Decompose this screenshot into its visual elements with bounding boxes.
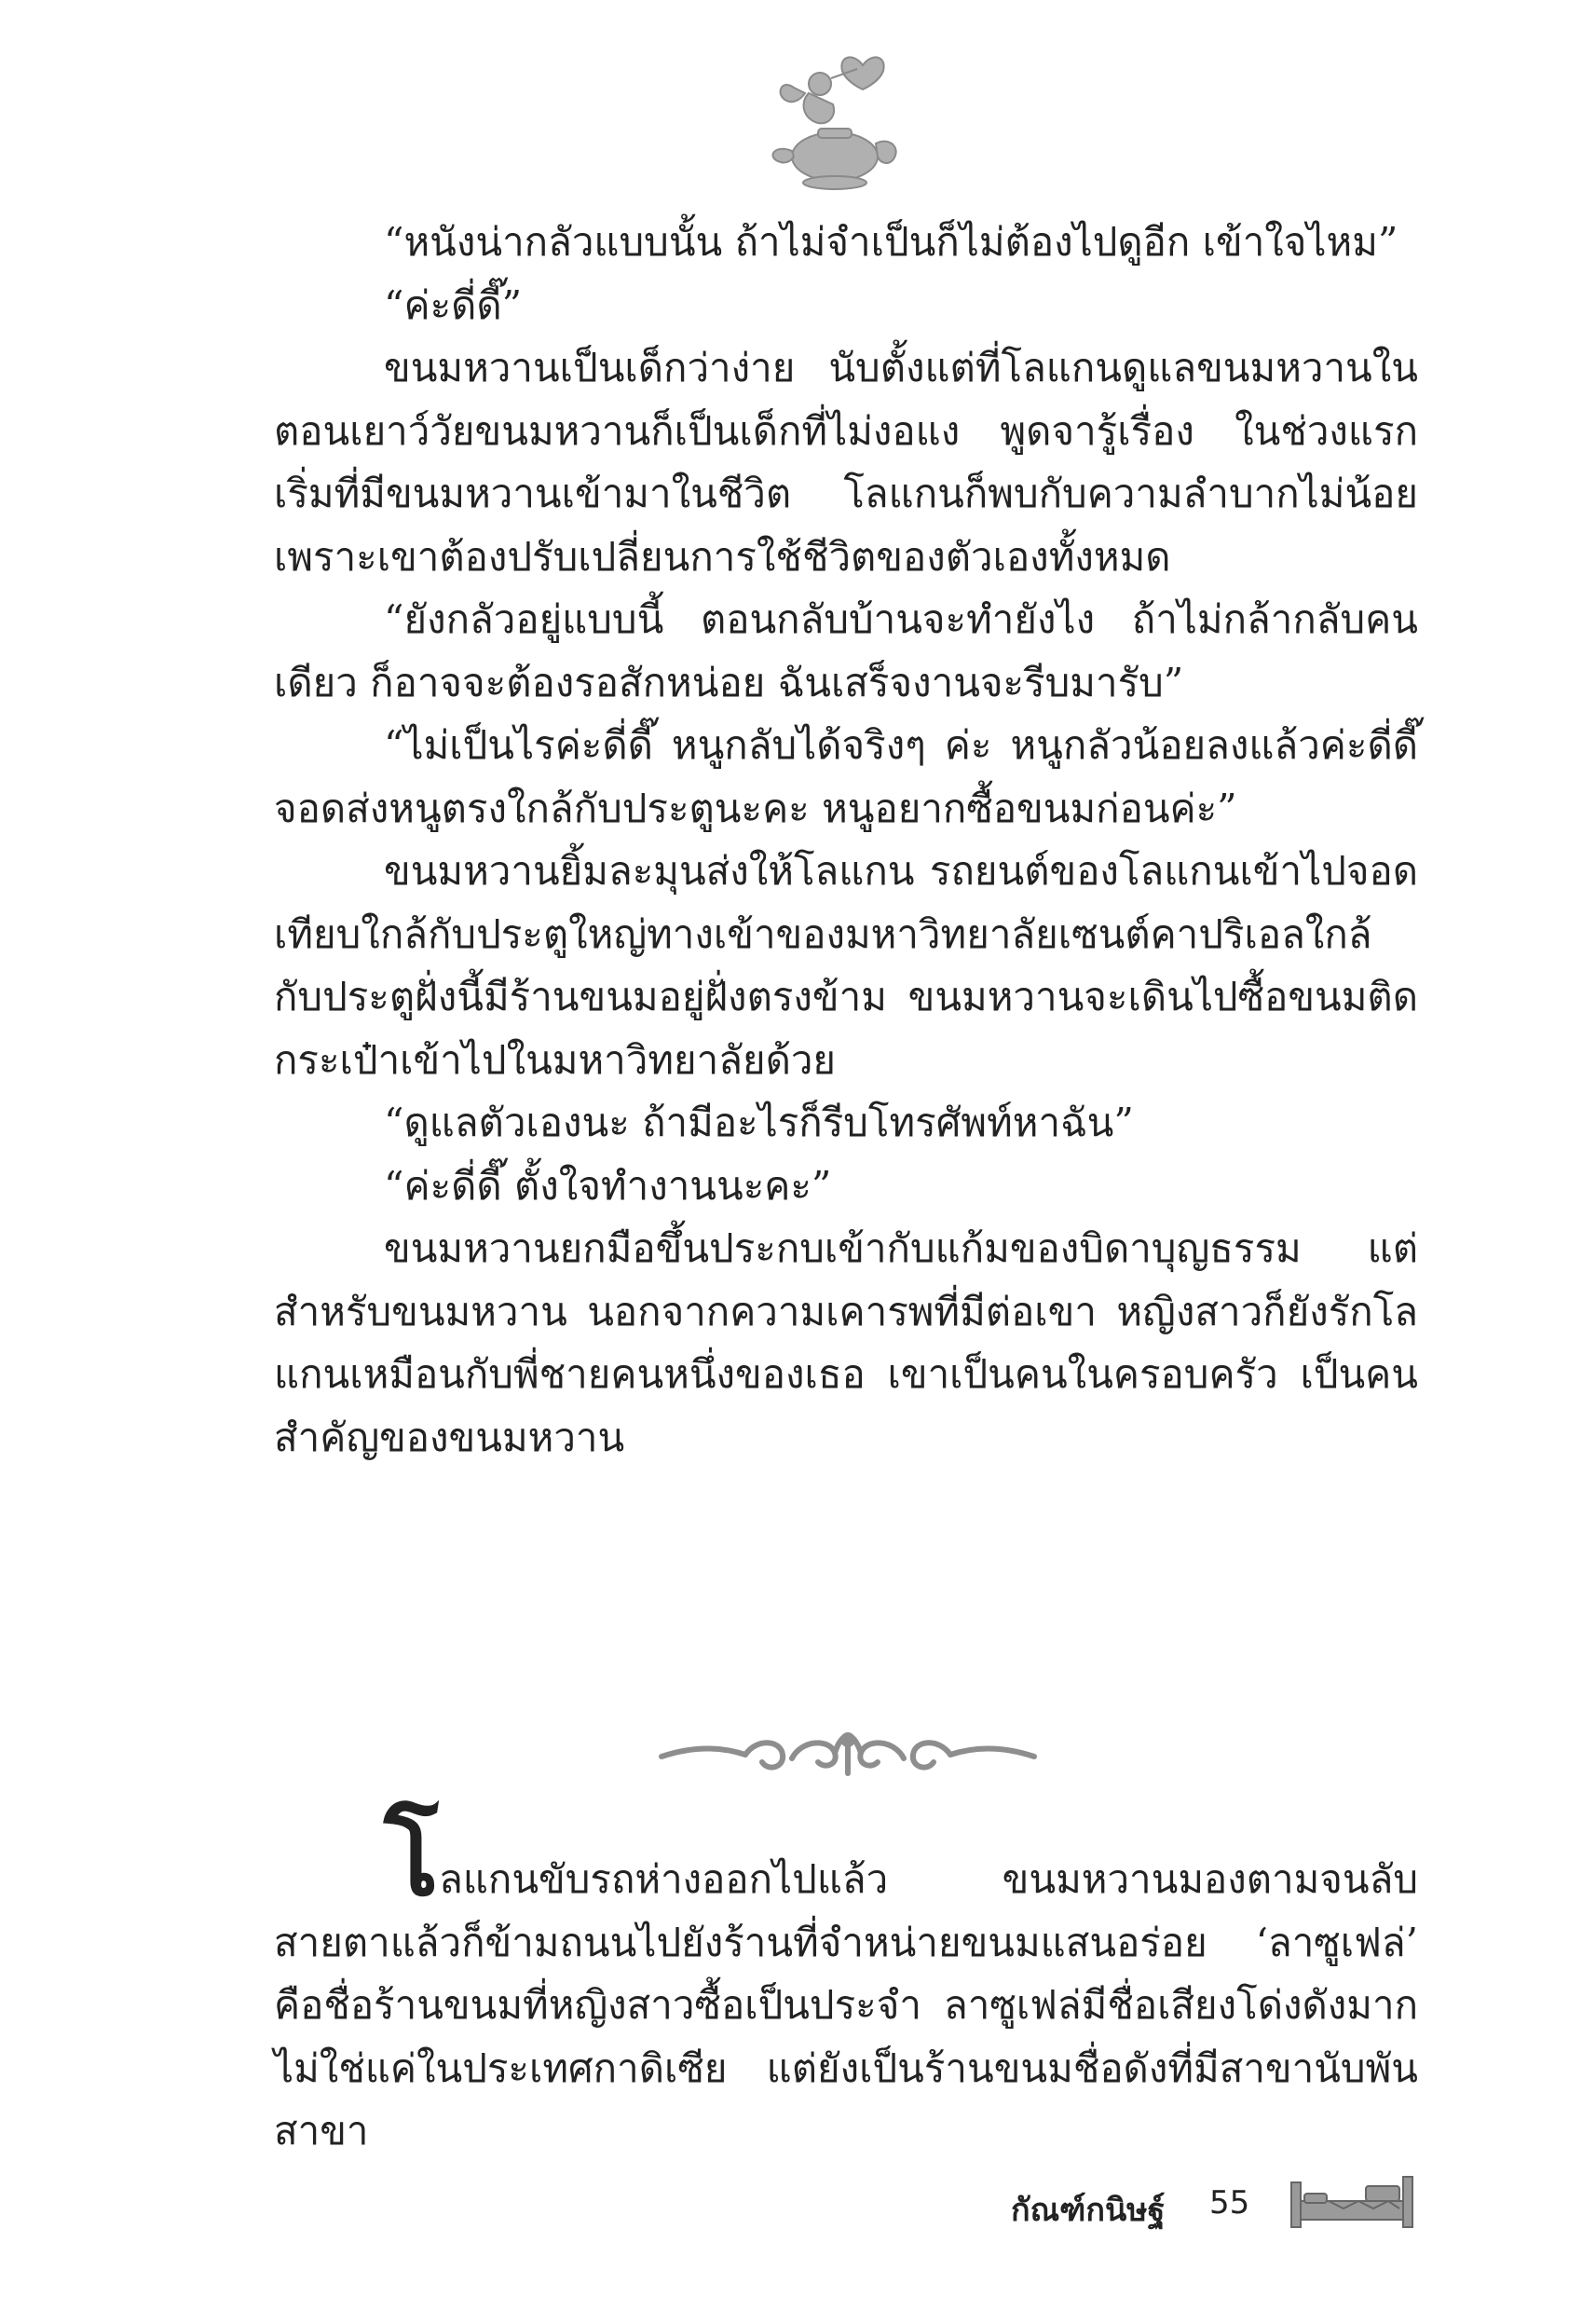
book-title: กัณฑ์กนิษฐ์	[1011, 2192, 1166, 2229]
paragraph: ขนมหวานยกมือขึ้นประกบเข้ากับแก้มของบิดาบุญธรรม แต่สำหรับขนมหวาน นอกจากความเคารพที่มีต่อเขา หญิงสาวก็ยังรักโลแกนเหมือนกับพี่ชายคนหนึ่งของเธอ เขาเป็นคนในครอบครัว เป็นคนสำคัญของขนมหวาน	[274, 1225, 1418, 1460]
paragraph: “ยังกลัวอยู่แบบนี้ ตอนกลับบ้านจะทำยังไง ถ้าไม่กล้ากลับคนเดียว ก็อาจจะต้องรอสักหน่อย ฉันเสร็จงานจะรีบมารับ”	[274, 596, 1418, 705]
scroll-flourish-divider-icon	[652, 1719, 1044, 1785]
paragraph: ขนมหวานยิ้มละมุนส่งให้โลแกน รถยนต์ของโลแกนเข้าไปจอดเทียบใกล้กับประตูใหญ่ทางเข้าของมหาวิทยาลัยเซนต์คาปริเอลใกล้กับประตูฝั่งนี้มีร้านขนมอยู่ฝั่งตรงข้าม ขนมหวานจะเดินไปซื้อขนมติดกระเป๋าเข้าไปในมหาวิทยาลัยด้วย	[274, 848, 1418, 1083]
paragraph: ขนมหวานเป็นเด็กว่าง่าย นับตั้งแต่ที่โลแกนดูแลขนมหวานในตอนเยาว์วัยขนมหวานก็เป็นเด็กที่ไม่งอแง พูดจารู้เรื่อง ในช่วงแรกเริ่มที่มีขนมหวานเข้ามาในชีวิต โลแกนก็พบกับความลำบากไม่น้อยเพราะเขาต้องปรับเปลี่ยนการใช้ชีวิตของตัวเองทั้งหมด	[274, 345, 1418, 580]
drop-cap: โ	[384, 1798, 440, 1919]
section-two	[274, 1798, 1418, 2163]
bed-icon	[1288, 2173, 1416, 2231]
page-footer	[988, 2171, 1425, 2246]
page-number: 55	[1209, 2184, 1250, 2222]
paragraph-text: ลแกนขับรถห่างออกไปแล้ว ขนมหวานมองตามจนลับสายตาแล้วก็ข้ามถนนไปยังร้านที่จำหน่ายขนมแสนอร่อย ‘ลาซูเฟล่’ คือชื่อร้านขนมที่หญิงสาวซื้อเป็นประจำ ลาซูเฟล่มีชื่อเสียงโด่งดังมาก ไม่ใช่แค่ในประเทศกาดิเซีย แต่ยังเป็นร้านขนมชื่อดังที่มีสาขานับพันสาขา	[274, 1856, 1418, 2154]
cupid-teapot-ornament-icon	[753, 47, 911, 205]
paragraph: “หนังน่ากลัวแบบนั้น ถ้าไม่จำเป็นก็ไม่ต้องไปดูอีก เข้าใจไหม”	[384, 219, 1398, 265]
paragraph: “ไม่เป็นไรค่ะดี่ดี๊ หนูกลับได้จริงๆ ค่ะ หนูกลัวน้อยลงแล้วค่ะดี่ดี๊จอดส่งหนูตรงใกล้กับประตูนะคะ หนูอยากซื้อขนมก่อนค่ะ”	[274, 722, 1418, 831]
paragraph: “ค่ะดี่ดี๊”	[384, 281, 523, 328]
paragraph: “ค่ะดี่ดี๊ ตั้งใจทำงานนะคะ”	[384, 1162, 832, 1209]
main-text	[274, 211, 1418, 1469]
paragraph: “ดูแลตัวเองนะ ถ้ามีอะไรก็รีบโทรศัพท์หาฉัน”	[384, 1100, 1134, 1145]
paragraph	[274, 1798, 1418, 2163]
